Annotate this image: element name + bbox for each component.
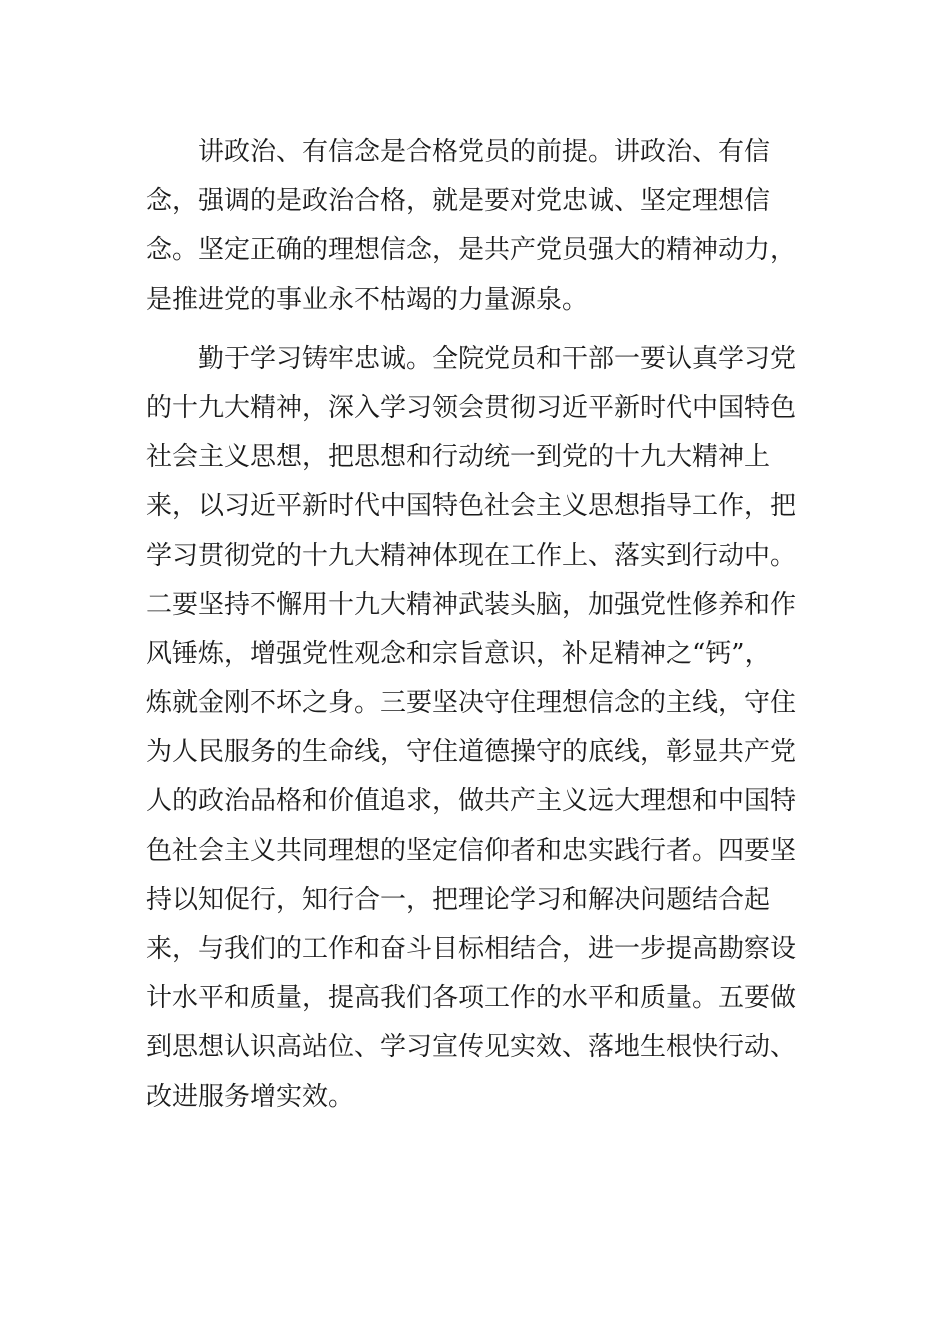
text-line: 学习贯彻党的十九大精神体现在工作上、落实到行动中。 (146, 540, 797, 571)
text-line: 来，以习近平新时代中国特色社会主义思想指导工作，把 (146, 491, 797, 522)
text-line: 为人民服务的生命线，守住道德操守的底线，彰显共产党 (146, 737, 797, 768)
text-line: 人的政治品格和价值追求，做共产主义远大理想和中国特 (146, 786, 797, 817)
text-line: 是推进党的事业永不枯竭的力量源泉。 (146, 284, 589, 315)
paragraph-2 (146, 335, 797, 1122)
text-line: 色社会主义共同理想的坚定信仰者和忠实践行者。四要坚 (146, 835, 797, 866)
text-line: 勤于学习铸牢忠诚。全院党员和干部一要认真学习党 (198, 343, 797, 374)
paragraph-1 (146, 128, 797, 325)
text-line: 炼就金刚不坏之身。三要坚决守住理想信念的主线，守住 (146, 688, 797, 719)
text-line: 念，强调的是政治合格，就是要对党忠诚、坚定理想信 (146, 186, 771, 217)
text-line: 计水平和质量，提高我们各项工作的水平和质量。五要做 (146, 983, 797, 1014)
text-line: 改进服务增实效。 (146, 1081, 355, 1112)
text-line: 到思想认识高站位、学习宣传见实效、落地生根快行动、 (146, 1032, 797, 1063)
text-line: 风锤炼，增强党性观念和宗旨意识，补足精神之“钙”， (146, 638, 771, 669)
text-line: 讲政治、有信念是合格党员的前提。讲政治、有信 (198, 137, 771, 167)
text-line: 持以知促行，知行合一，把理论学习和解决问题结合起 (146, 884, 771, 915)
text-line: 念。坚定正确的理想信念，是共产党员强大的精神动力， (146, 235, 797, 266)
paragraph-gap (146, 325, 786, 335)
text-line: 来，与我们的工作和奋斗目标相结合，进一步提高勘察设 (146, 934, 797, 964)
text-line: 社会主义思想，把思想和行动统一到党的十九大精神上 (146, 442, 771, 473)
text-line: 的十九大精神，深入学习领会贯彻习近平新时代中国特色 (146, 392, 797, 423)
text-line: 二要坚持不懈用十九大精神武装头脑，加强党性修养和作 (146, 589, 797, 620)
document-body (146, 128, 797, 1122)
